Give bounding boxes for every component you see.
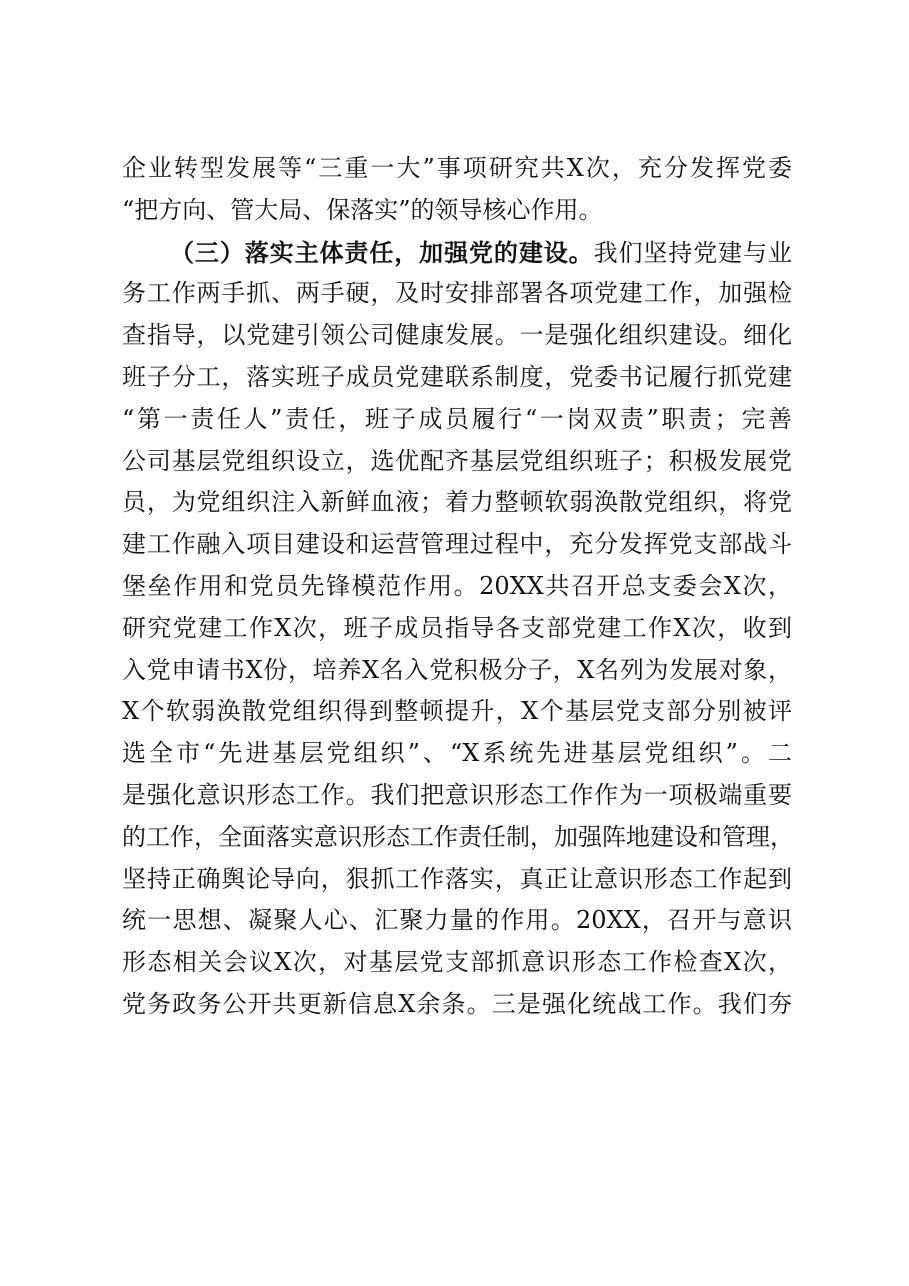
- text-line: 是强化意识形态工作。我们把意识形态工作作为一项极端重要: [122, 780, 792, 809]
- text-line: 统一思想、凝聚人心、汇聚力量的作用。20XX，召开与意识: [122, 906, 792, 935]
- text-line: 形态相关会议X次，对基层党支部抓意识形态工作检查X次，: [122, 948, 792, 977]
- text-line: 建工作融入项目建设和运营管理过程中，充分发挥党支部战斗: [122, 530, 792, 559]
- text-line: “把方向、管大局、保落实”的领导核心作用。: [122, 195, 603, 224]
- document-body: [122, 148, 792, 1026]
- text-line: 企业转型发展等“三重一大”事项研究共X次，充分发挥党委: [122, 154, 792, 182]
- text-line: 班子分工，落实班子成员党建联系制度，党委书记履行抓党建: [122, 362, 792, 391]
- text-line: 的工作，全面落实意识形态工作责任制，加强阵地建设和管理，: [122, 822, 794, 851]
- text-line: X个软弱涣散党组织得到整顿提升，X个基层党支部分别被评: [122, 697, 792, 726]
- text-line: 坚持正确舆论导向，狠抓工作落实，真正让意识形态工作起到: [122, 864, 792, 893]
- text-line: 研究党建工作X次，班子成员指导各支部党建工作X次，收到: [122, 613, 792, 642]
- text-line: 堡垒作用和党员先锋模范作用。20XX共召开总支委会X次，: [122, 571, 792, 600]
- text-line: 选全市“先进基层党组织”、“X系统先进基层党组织”。二: [122, 739, 792, 768]
- text-line: 入党申请书X份，培养X名入党积极分子，X名列为发展对象，: [122, 655, 792, 684]
- text-line: 员，为党组织注入新鲜血液；着力整顿软弱涣散党组织，将党: [122, 488, 792, 517]
- text-line: 务工作两手抓、两手硬，及时安排部署各项党建工作，加强检: [122, 279, 792, 308]
- text-segment: 我们坚持党建与业: [593, 238, 793, 267]
- text-line: 公司基层党组织设立，选优配齐基层党组织班子；积极发展党: [122, 446, 792, 475]
- text-line: “第一责任人”责任，班子成员履行“一岗双责”职责；完善: [122, 404, 792, 433]
- text-line: 党务政务公开共更新信息X余条。三是强化统战工作。我们夯: [122, 989, 792, 1018]
- section-heading: （三）落实主体责任，加强党的建设。: [170, 237, 594, 267]
- text-line: 查指导，以党建引领公司健康发展。一是强化组织建设。细化: [122, 321, 792, 350]
- section-heading-line: [122, 232, 792, 274]
